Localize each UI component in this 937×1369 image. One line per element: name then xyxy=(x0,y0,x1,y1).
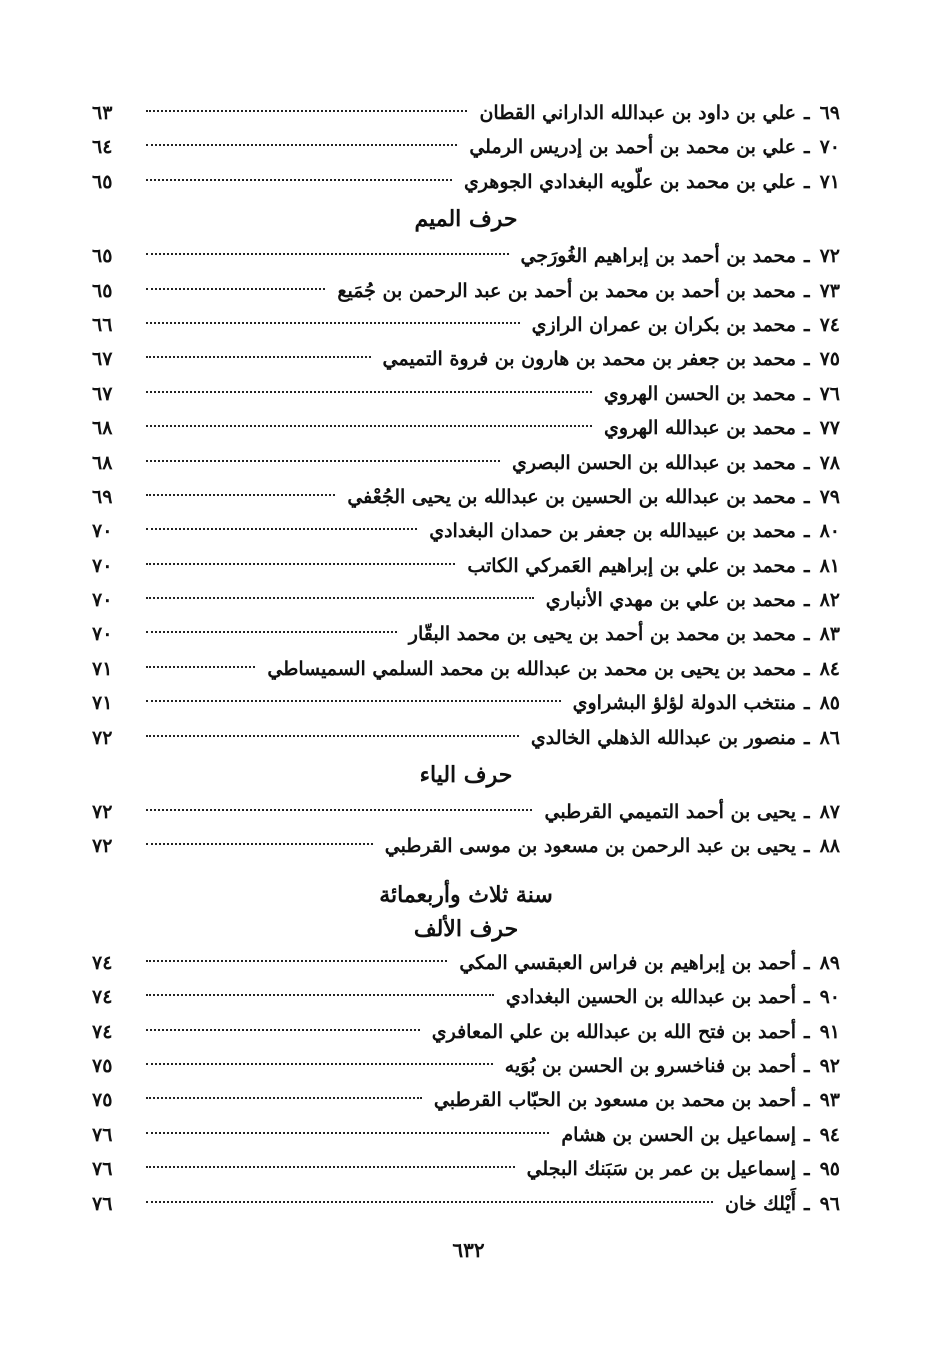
section-heading: سنة ثلاث وأربعمائة xyxy=(379,881,553,908)
entry-page-number: ٧٤ xyxy=(92,951,113,974)
entry-page-number: ٧١ xyxy=(92,692,113,715)
toc-entry xyxy=(92,1118,840,1152)
entry-separator: ـ xyxy=(804,623,810,646)
entry-page-number: ٧٠ xyxy=(92,623,113,646)
entry-separator: ـ xyxy=(804,245,810,268)
toc-entry xyxy=(92,721,840,755)
entry-page-number: ٧٤ xyxy=(92,986,113,1009)
dot-leader xyxy=(146,528,417,530)
dot-leader xyxy=(146,700,561,702)
entry-page-number: ٦٧ xyxy=(92,348,113,371)
entry-name: منتخب الدولة لؤلؤ البشراوي xyxy=(572,692,796,715)
dot-leader xyxy=(146,460,500,462)
entry-separator: ـ xyxy=(804,657,810,680)
toc-entry xyxy=(92,1015,840,1049)
entry-page-number: ٦٤ xyxy=(92,136,113,159)
section-heading: حرف الياء xyxy=(419,762,513,789)
entry-number: ٨٦ xyxy=(819,726,840,749)
entry-name: إسماعيل بن عمر بن سَبَنك البجلي xyxy=(526,1158,796,1181)
entry-separator: ـ xyxy=(804,554,810,577)
entry-separator: ـ xyxy=(804,485,810,508)
dot-leader xyxy=(146,322,520,324)
entry-page-number: ٧٠ xyxy=(92,589,113,612)
dot-leader xyxy=(146,994,494,996)
dot-leader xyxy=(146,960,447,962)
entry-page-number: ٧٤ xyxy=(92,1020,113,1043)
entry-number: ٩٢ xyxy=(819,1054,840,1077)
entry-page-number: ٦٨ xyxy=(92,417,113,440)
entry-number: ٦٩ xyxy=(819,102,840,124)
toc-entry xyxy=(92,583,840,617)
entry-name: محمد بن يحيى بن محمد بن عبدالله بن محمد السلمي السميساطي xyxy=(267,657,796,680)
entry-page-number: ٦٦ xyxy=(92,313,113,336)
entry-separator: ـ xyxy=(804,382,810,405)
entry-separator: ـ xyxy=(804,1020,810,1043)
dot-leader xyxy=(146,179,452,181)
entry-number: ٧٧ xyxy=(819,417,840,440)
entry-number: ٧٣ xyxy=(819,279,840,302)
entry-name: يحيى بن عبد الرحمن بن مسعود بن موسى القرطبي xyxy=(384,835,796,858)
entry-page-number: ٦٥ xyxy=(92,279,113,302)
entry-name: أحمد بن فتح الله بن عبدالله بن علي المعافري xyxy=(431,1020,796,1043)
entry-separator: ـ xyxy=(804,348,810,371)
toc-entry xyxy=(92,1187,840,1221)
entry-page-number: ٧٦ xyxy=(92,1192,113,1215)
entry-name: منصور بن عبدالله الذهلي الخالدي xyxy=(530,726,796,749)
entry-page-number: ٦٣ xyxy=(92,102,113,124)
entry-number: ٧٥ xyxy=(819,348,840,371)
toc-entry xyxy=(92,514,840,548)
table-of-contents xyxy=(92,96,840,1221)
entry-separator: ـ xyxy=(804,1192,810,1215)
dot-leader xyxy=(146,1166,515,1168)
toc-entry xyxy=(92,446,840,480)
entry-separator: ـ xyxy=(804,692,810,715)
section-subheading: حرف الألف xyxy=(413,915,519,942)
entry-name: أَيْلك خان xyxy=(725,1192,796,1215)
entry-name: محمد بن جعفر بن محمد بن هارون بن فروة التميمي xyxy=(382,348,796,371)
toc-entry xyxy=(92,795,840,829)
entry-name: علي بن محمد بن علّويه البغدادي الجوهري xyxy=(463,170,796,193)
dot-leader xyxy=(146,110,467,112)
entry-name: محمد بن عبدالله بن الحسين بن عبدالله بن يحيى الجُعْفي xyxy=(347,485,796,508)
dot-leader xyxy=(146,1132,549,1134)
entry-name: أحمد بن عبدالله بن الحسين البغدادي xyxy=(505,986,796,1009)
entry-number: ٩٤ xyxy=(819,1123,840,1146)
toc-entry xyxy=(92,342,840,376)
entry-separator: ـ xyxy=(804,417,810,440)
entry-name: أحمد بن محمد بن مسعود بن الحبّاب القرطبي xyxy=(433,1089,796,1112)
toc-entry xyxy=(92,549,840,583)
entry-number: ٧١ xyxy=(819,170,840,193)
entry-name: محمد بن أحمد بن إبراهيم الغُورَجي xyxy=(520,245,796,268)
entry-page-number: ٧٦ xyxy=(92,1123,113,1146)
entry-separator: ـ xyxy=(804,451,810,474)
dot-leader xyxy=(146,391,592,393)
entry-name: محمد بن الحسن الهروي xyxy=(603,382,796,405)
toc-entry xyxy=(92,377,840,411)
toc-entry xyxy=(92,946,840,980)
entry-separator: ـ xyxy=(804,986,810,1009)
dot-leader xyxy=(146,1063,493,1065)
entry-name: علي بن داود بن عبدالله الداراني القطان xyxy=(479,102,796,124)
toc-entry xyxy=(92,274,840,308)
entry-name: محمد بن محمد بن أحمد بن يحيى بن محمد البقّار xyxy=(408,623,796,646)
entry-number: ٨٧ xyxy=(819,801,840,824)
dot-leader xyxy=(146,253,509,255)
entry-number: ٨٢ xyxy=(819,589,840,612)
entry-name: أحمد بن إبراهيم بن فراس العبقسي المكي xyxy=(459,951,796,974)
entry-page-number: ٦٨ xyxy=(92,451,113,474)
entry-name: محمد بن عبيدالله بن جعفر بن حمدان البغدادي xyxy=(429,520,796,543)
toc-entry xyxy=(92,1049,840,1083)
entry-separator: ـ xyxy=(804,279,810,302)
entry-page-number: ٦٧ xyxy=(92,382,113,405)
entry-number: ٩٠ xyxy=(819,986,840,1009)
dot-leader xyxy=(146,666,255,668)
section-heading: حرف الميم xyxy=(414,206,518,233)
toc-entry xyxy=(92,130,840,164)
entry-separator: ـ xyxy=(804,136,810,159)
entry-page-number: ٦٥ xyxy=(92,245,113,268)
entry-separator: ـ xyxy=(804,1054,810,1077)
dot-leader xyxy=(146,563,455,565)
entry-page-number: ٧٠ xyxy=(92,520,113,543)
entry-name: محمد بن علي بن إبراهيم العَمركي الكاتب xyxy=(467,554,796,577)
entry-separator: ـ xyxy=(804,951,810,974)
entry-separator: ـ xyxy=(804,313,810,336)
entry-name: محمد بن علي بن مهدي الأنباري xyxy=(545,589,796,612)
entry-number: ٨٣ xyxy=(819,623,840,646)
dot-leader xyxy=(146,1097,422,1099)
entry-number: ٩١ xyxy=(819,1020,840,1043)
entry-name: محمد بن أحمد بن محمد بن أحمد بن عبد الرحمن بن جُمَيع xyxy=(337,279,796,302)
entry-name: محمد بن عبدالله بن الحسن البصري xyxy=(512,451,796,474)
entry-separator: ـ xyxy=(804,520,810,543)
entry-name: محمد بن بكران بن عمران الرازي xyxy=(531,313,796,336)
entry-page-number: ٧٢ xyxy=(92,801,113,824)
entry-separator: ـ xyxy=(804,102,810,124)
entry-page-number: ٧١ xyxy=(92,657,113,680)
entry-page-number: ٧٥ xyxy=(92,1089,113,1112)
entry-number: ٧٦ xyxy=(819,382,840,405)
dot-leader xyxy=(146,425,592,427)
dot-leader xyxy=(146,356,371,358)
entry-number: ٧٢ xyxy=(819,245,840,268)
entry-page-number: ٧٥ xyxy=(92,1054,113,1077)
toc-entry xyxy=(92,617,840,651)
entry-name: إسماعيل بن الحسن بن هشام xyxy=(561,1123,796,1146)
toc-entry xyxy=(92,686,840,720)
entry-separator: ـ xyxy=(804,835,810,858)
dot-leader xyxy=(146,843,373,845)
dot-leader xyxy=(146,494,335,496)
entry-number: ٧٨ xyxy=(819,451,840,474)
dot-leader xyxy=(146,144,457,146)
entry-page-number: ٧٢ xyxy=(92,835,113,858)
toc-entry xyxy=(92,829,840,863)
toc-entry xyxy=(92,1152,840,1186)
entry-page-number: ٦٩ xyxy=(92,485,113,508)
entry-number: ٧٠ xyxy=(819,136,840,159)
entry-separator: ـ xyxy=(804,589,810,612)
entry-separator: ـ xyxy=(804,170,810,193)
toc-entry xyxy=(92,480,840,514)
toc-entry xyxy=(92,165,840,199)
entry-page-number: ٧٠ xyxy=(92,554,113,577)
toc-entry xyxy=(92,652,840,686)
dot-leader xyxy=(146,597,534,599)
entry-name: يحيى بن أحمد التميمي القرطبي xyxy=(544,801,796,824)
entry-page-number: ٧٦ xyxy=(92,1158,113,1181)
entry-number: ٧٩ xyxy=(819,485,840,508)
toc-entry xyxy=(92,1083,840,1117)
dot-leader xyxy=(146,1029,420,1031)
entry-number: ٨٩ xyxy=(819,951,840,974)
entry-number: ٩٦ xyxy=(819,1192,840,1215)
entry-name: أحمد بن فناخسرو بن الحسن بن بُوَيه xyxy=(504,1054,796,1077)
entry-number: ٨٥ xyxy=(819,692,840,715)
page-number: ٦٣٢ xyxy=(452,1238,485,1262)
toc-entry xyxy=(92,980,840,1014)
toc-entry xyxy=(92,308,840,342)
entry-number: ٩٥ xyxy=(819,1158,840,1181)
entry-number: ٨٠ xyxy=(819,520,840,543)
dot-leader xyxy=(146,735,519,737)
dot-leader xyxy=(146,1201,713,1203)
entry-name: علي بن محمد بن أحمد بن إدريس الرملي xyxy=(469,136,796,159)
entry-number: ٨٨ xyxy=(819,835,840,858)
entry-page-number: ٧٢ xyxy=(92,726,113,749)
toc-entry xyxy=(92,96,840,130)
entry-separator: ـ xyxy=(804,1123,810,1146)
entry-separator: ـ xyxy=(804,1089,810,1112)
dot-leader xyxy=(146,631,397,633)
dot-leader xyxy=(146,809,532,811)
toc-entry xyxy=(92,411,840,445)
entry-separator: ـ xyxy=(804,726,810,749)
dot-leader xyxy=(146,288,325,290)
entry-name: محمد بن عبدالله الهروي xyxy=(604,417,796,440)
entry-separator: ـ xyxy=(804,801,810,824)
entry-number: ٧٤ xyxy=(819,313,840,336)
toc-entry xyxy=(92,239,840,273)
entry-separator: ـ xyxy=(804,1158,810,1181)
entry-page-number: ٦٥ xyxy=(92,170,113,193)
entry-number: ٩٣ xyxy=(819,1089,840,1112)
entry-number: ٨١ xyxy=(819,554,840,577)
entry-number: ٨٤ xyxy=(819,657,840,680)
